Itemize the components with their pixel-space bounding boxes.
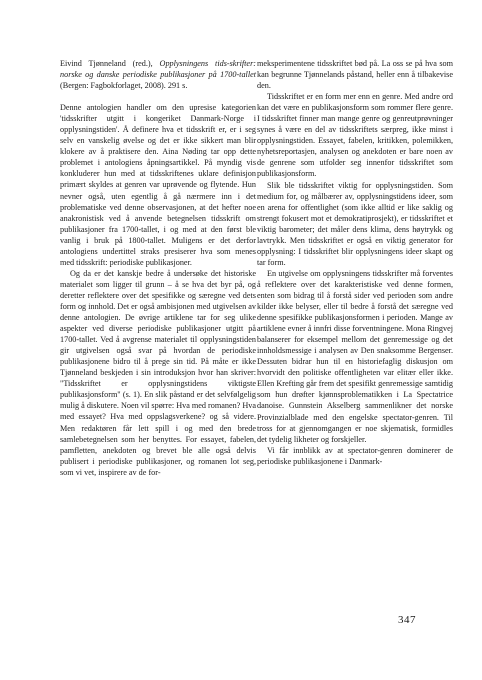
paragraph: Og da er det kanskje bedre å undersøke det historiske materialet som ligger til grunn – å se hva det byr på, og deretter reflektere over det spesifikke og særegne ved dets form og innhold. Det er også ambisjonen med utgivelsen av denne antologien. De øvrige artiklene tar for seg ulike aspekter ved diverse periodiske publikasjoner utgitt på 1700-tallet. Ved å avgrense materialet til opplysningstiden gir utgivelsen også svar på hvordan de periodiske publikasjonene bidro til å prege sin tid. På måte er ikke Tjønneland beskjeden i sin introduksjon hvor han skriver: "Tidsskriftet er opplysningstidens viktigste publikasjonsform" (s. 1). En slik påstand er det selvfølgelig mulig å diskutere. Noen vil spørre: Hva med romanen? Hva med essayet? Hva med oppslagsverkene? og så videre. Men redaktøren får lett spill i og med den brede samlebetegnelsen som her benyttes. For essayet, fabelen, pamfletten, anekdoten og brevet ble alle også delvis publisert i periodiske publikasjoner, og romanen lot seg, som vi vet, inspirere av de for- xyxy=(60,268,257,477)
paragraph: En utgivelse om opplysningens tidsskrifter må forventes å reflektere over det karakteristiske ved denne formen, enten som bidrag til å forstå sider ved perioden som andre kilder ikke belyser, eller til bedre å forstå det særegne ved denne spesifikke publikasjonsformen i perioden. Mange av artiklene evner å innfri disse forventningene. Mona Ringvej balanserer for eksempel mellom det genremessige og det innholdsmessige i analysen av Den snaksomme Bergenser. Dessuten bidrar hun til en historiefaglig diskusjon om hvorvidt den politiske offentligheten var elitær eller ikke. Ellen Krefting går frem det spesifikt genremessige samtidig som hun drøfter kjønnsproblematikken i La Spectatrice danoise. Gunnstein Akselberg sammenlikner det norske Provinzialblade med den engelske spectator-genren. Til tross for at gjennomgangen er noe skjematisk, formidles det tydelig likheter og forskjeller. xyxy=(257,268,453,444)
paragraph: Slik ble tidsskriftet viktig for opplysningstiden. Som medium for, og målbærer av, opplysningstidens ideer, som en arena for offentlighet (som ikke alltid er like saklig og strengt fokusert mot et demokratiprosjekt), er tidsskriftet et viktig barometer; det måler dens klima, dens høytrykk og lavtrykk. Men tidsskriftet er også en viktig generator for opplysning: I tidsskriftet blir opplysningens ideer skapt og tar form. xyxy=(257,180,453,267)
paragraph: Tidsskriftet er en form mer enn en genre. Med andre ord kan det være en publikasjonsform som rommer flere genre. I tidsskriftet finner man mange genre og genreutprøvninger synes å være en del av tidsskriftets særpreg, ikke minst i opplysningstiden. Essayet, fabelen, kritikken, polemikken, nyhetsreportasjen, analysen og anekdoten er bare noen av de genrene som utfolder seg innenfor tidsskriftet som publikasjonsform. xyxy=(257,92,453,179)
reference-suffix: (Bergen: Fagbokforlaget, 2008). 291 s. xyxy=(60,81,188,91)
reference-prefix: Eivind Tjønneland (red.), xyxy=(60,59,160,68)
right-column xyxy=(257,58,453,467)
paragraph: meksperimentene tidsskriftet bød på. La oss se på hva som kan begrunne Tjønnelands påstand, heller enn å tilbakevise den. xyxy=(257,59,453,91)
paragraph: Denne antologien handler om den upresise kategorien 'tidsskrifter utgitt i kongeriket Danmark-Norge i opplysningstiden'. Å definere hva et tidsskrift er, er i seg selv en vanskelig øvelse og det er ikke sikkert man blir klokere av å praktisere den. Aina Nøding tar opp dette problemet i antologiens åpningsartikkel. På myndig vis konkluderer hun med at tidsskriftenes uklare definisjon primært skyldes at genren var uprøvende og flytende. Hun nevner også, uten egentlig å gå nærmere inn i det problematiske ved denne observasjonen, at det hefter noe anakronistisk ved å anvende betegnelsen tidsskrift om publikasjoner fra 1700-tallet, i og med at den først ble vanlig i bruk på 1800-tallet. Muligens er det derfor antologiens undertittel straks presiserer hva som menes med tidsskrift: periodiske publikasjoner. xyxy=(60,103,256,267)
book-reference xyxy=(60,58,256,91)
page-number: 347 xyxy=(398,614,416,626)
paragraph: Vi får innblikk av at spectator-genren dominerer de periodiske publikasjonene i Danmark- xyxy=(257,445,453,466)
left-column xyxy=(60,58,256,478)
reference-title: Opplysningens tids-skrifter: norske og danske periodiske publikasjoner på 1700-tallet xyxy=(60,59,256,80)
